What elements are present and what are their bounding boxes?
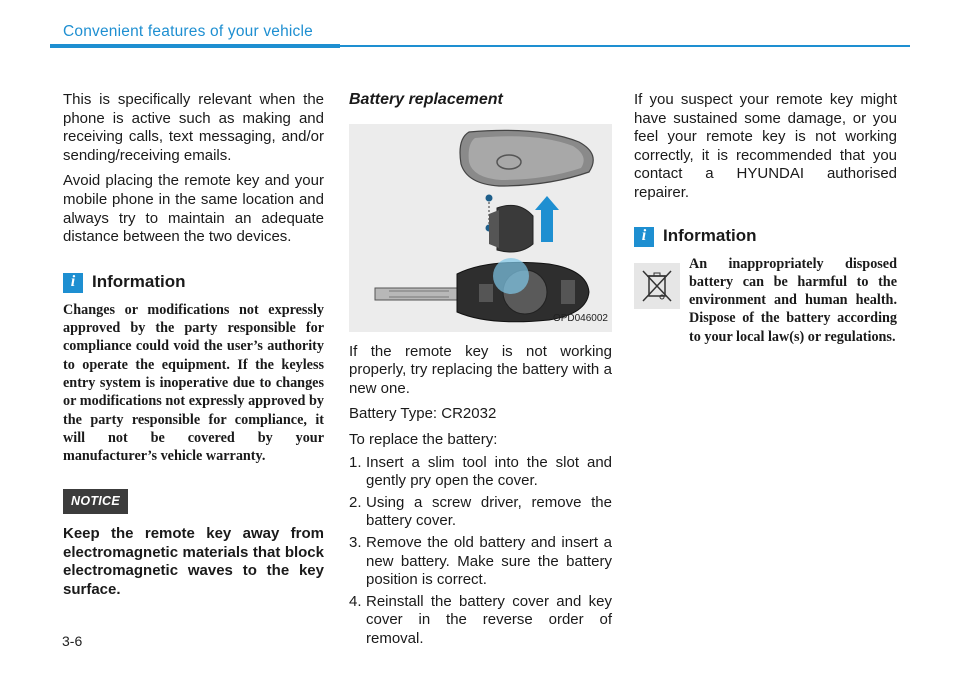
figure-caption: OPD046002	[552, 313, 608, 324]
crossed-bin-icon	[634, 263, 680, 309]
information-title: Information	[663, 226, 757, 246]
paragraph-phone-active: This is specifically relevant when the phone is active such as making and receiving calls, text messaging, and/or sending/receiving emails.	[63, 91, 324, 164]
list-item: 3. Remove the old battery and insert a new battery. Make sure the battery position is correct.	[349, 533, 612, 589]
replace-intro: To replace the battery:	[349, 430, 498, 448]
information-title: Information	[92, 272, 186, 292]
list-item: 2. Using a screw driver, remove the battery cover.	[349, 493, 612, 530]
information-heading	[634, 227, 897, 247]
battery-type: Battery Type: CR2032	[349, 405, 497, 423]
column-right	[634, 91, 897, 346]
paragraph-not-working: If the remote key is not working properly, try replacing the battery with a new one.	[349, 342, 612, 397]
header-rule-thin	[340, 45, 910, 47]
paragraph-avoid-placing: Avoid placing the remote key and your mobile phone in the same location and always try to maintain an adequate distance between the two devices.	[63, 172, 324, 246]
remote-key-illustration	[349, 124, 612, 332]
information-text-disposal: An inappropriately disposed battery can be harmful to the environment and human health. Dispose of the battery according to your local law(s) or regulations.	[689, 255, 897, 345]
information-heading	[63, 273, 324, 293]
remote-key-battery-figure	[349, 124, 612, 332]
info-icon: i	[63, 273, 83, 293]
header-rule-thick	[50, 44, 340, 48]
notice-text: Keep the remote key away from electromagnetic materials that block electromagnetic waves to the key surface.	[63, 525, 324, 598]
replacement-steps	[349, 454, 612, 649]
information-text-compliance: Changes or modifications not expressly approved by the party responsible for compliance could void the user’s authority to operate the equipment. If the keyless entry system is inoperative due to changes or modifications not expressly approved by the party responsible for compliance, it will not be covered by your manufacturer’s vehicle warranty.	[63, 301, 324, 465]
battery-replacement-title: Battery replacement	[349, 91, 503, 108]
page-number: 3-6	[62, 633, 83, 649]
list-item: 4. Reinstall the battery cover and key cover in the reverse order of removal.	[349, 592, 612, 647]
section-header-title: Convenient features of your vehicle	[63, 23, 313, 40]
list-item: 1. Insert a slim tool into the slot and gently pry open the cover.	[349, 453, 612, 490]
disposal-information	[634, 255, 897, 346]
info-icon: i	[634, 227, 654, 247]
column-middle	[349, 91, 612, 649]
notice-badge: NOTICE	[63, 489, 128, 514]
column-left	[63, 91, 324, 599]
paragraph-damage: If you suspect your remote key might have sustained some damage, or you feel your remote key is not working correctly, it is recommended that you contact a HYUNDAI authorised repairer.	[634, 91, 897, 201]
